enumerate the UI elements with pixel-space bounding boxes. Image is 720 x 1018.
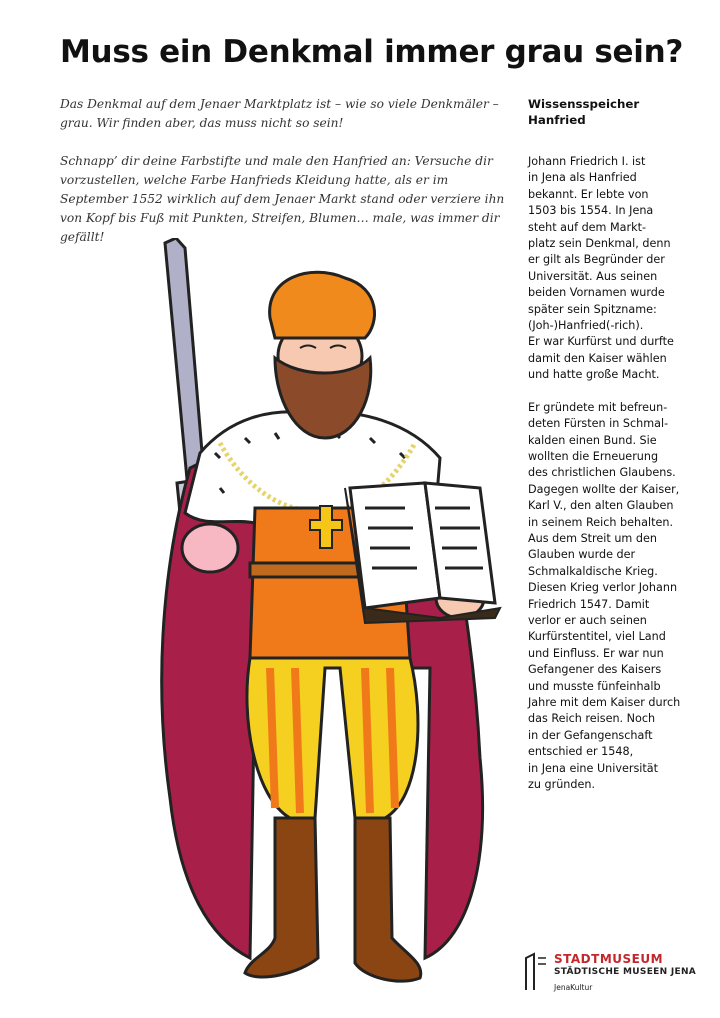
logo-name: STADTMUSEUM — [554, 952, 664, 966]
hat — [270, 272, 375, 338]
hanfried-illustration — [80, 238, 520, 1008]
left-boot — [245, 818, 318, 977]
museum-logo-icon — [524, 952, 548, 992]
intro-paragraph-2: Schnapp’ dir deine Farbstifte und male den Hanfried an: Versuche dir vorzustellen, welche Farbe Hanfrieds Kleidung hatte, als er im September 1552 wirklich auf dem Jenaer Markt stand oder verziere ihn von Kopf bis Fuß mit Punkten, Streifen, Blumen… male, was immer dir gefällt! — [60, 154, 505, 244]
sidebar-paragraph-2: Er gründete mit befreun- deten Fürsten in Schmal- kalden einen Bund. Sie wollten die Erneuerung des christlichen Glaubens. Dagegen wollte der Kaiser, Karl V., den alten Glauben in seinem Reich behalten. Aus dem Streit um den Glauben wurde der Schmalkaldische Krieg. Diesen Krieg verlor Johann Friedrich 1547. Damit verlor er auch seinen Kurfürstentitel, viel Land und Einfluss. Er war nun Gefangener des Kaisers und musste fünfeinhalb Jahre mit dem Kaiser durch das Reich reisen. Noch in der Gefangenschaft entschied er 1548, in Jena eine Universität zu gründen. — [528, 400, 681, 792]
right-boot — [355, 818, 421, 981]
sidebar-heading: Wissensspeicher Hanfried — [528, 97, 640, 127]
stadtmuseum-logo — [524, 952, 704, 1002]
sidebar-info — [528, 96, 698, 809]
logo-org: JenaKultur — [554, 983, 593, 992]
logo-subtitle: STÄDTISCHE MUSEEN JENA — [554, 967, 697, 977]
left-hand — [182, 524, 238, 572]
sidebar-paragraph-1: Johann Friedrich I. ist in Jena als Hanfried bekannt. Er lebte von 1503 bis 1554. In Jena steht auf dem Markt- platz sein Denkmal, denn er gilt als Begründer der Universität. Aus seinen beiden Vornamen wurde später sein Spitzname: (Joh-)Hanfried(-rich). Er war Kurfürst und durfte damit den Kaiser wählen und hatte große Macht. — [528, 155, 674, 382]
page-title: Muss ein Denkmal immer grau sein? — [60, 34, 684, 70]
intro-paragraph-1: Das Denkmal auf dem Jenaer Marktplatz ist – wie so viele Denkmäler – grau. Wir finden aber, das muss nicht so sein! — [60, 97, 499, 130]
